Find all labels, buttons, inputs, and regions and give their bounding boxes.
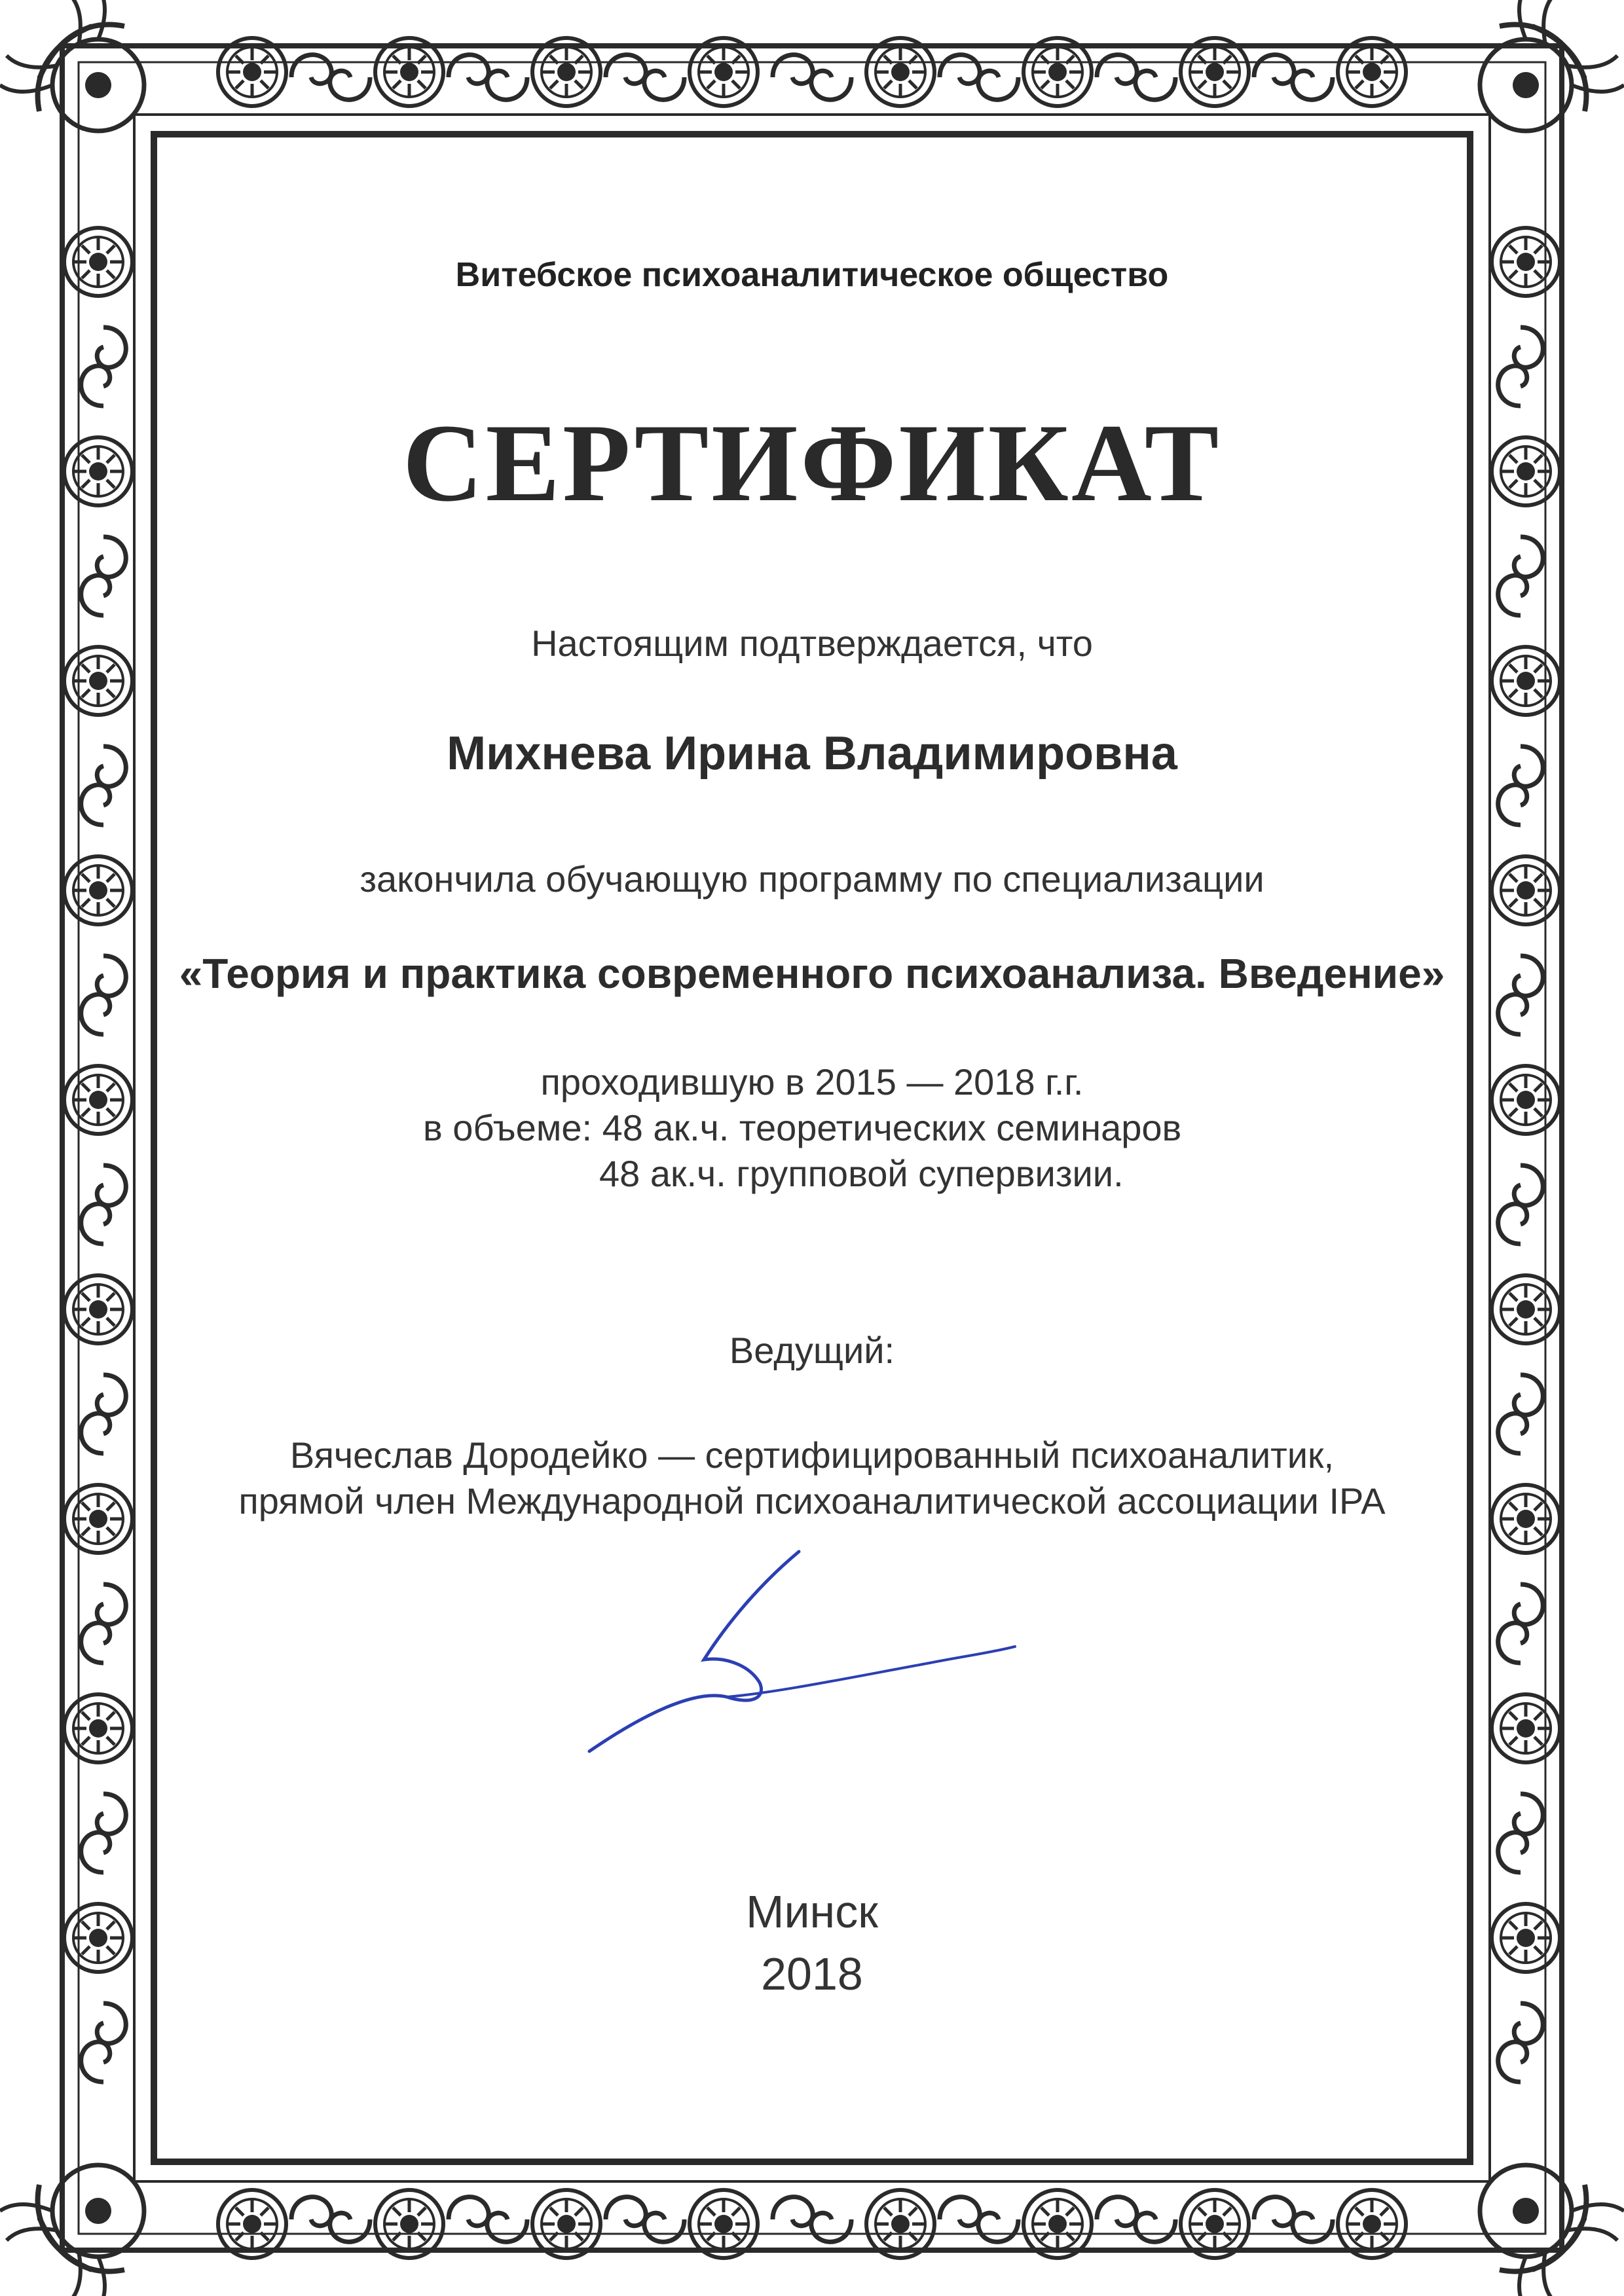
- year: 2018: [761, 1948, 863, 1999]
- program-name: «Теория и практика современного психоанализа. Введение»: [179, 950, 1445, 997]
- volume-supervision: 48 ак.ч. групповой супервизии.: [599, 1153, 1124, 1194]
- leader-description-line-1: Вячеслав Дородейко — сертифицированный психоаналитик,: [289, 1434, 1335, 1476]
- program-period: проходившую в 2015 — 2018 г.г.: [540, 1061, 1084, 1102]
- leader-description-line-2: прямой член Международной психоаналитической ассоциации IPA: [238, 1480, 1386, 1522]
- signature: [563, 1525, 1048, 1774]
- completion-text: закончила обучающую программу по специализации: [360, 858, 1264, 900]
- recipient-name: Михнева Ирина Владимировна: [447, 727, 1177, 780]
- volume-seminars: в объеме: 48 ак.ч. теоретических семинаров: [423, 1107, 1182, 1148]
- certificate-title: СЕРТИФИКАТ: [402, 401, 1222, 524]
- organization-name: Витебское психоаналитическое общество: [455, 256, 1169, 294]
- confirmation-text: Настоящим подтверждается, что: [531, 623, 1093, 664]
- city: Минск: [746, 1886, 878, 1937]
- leader-label: Ведущий:: [729, 1330, 895, 1371]
